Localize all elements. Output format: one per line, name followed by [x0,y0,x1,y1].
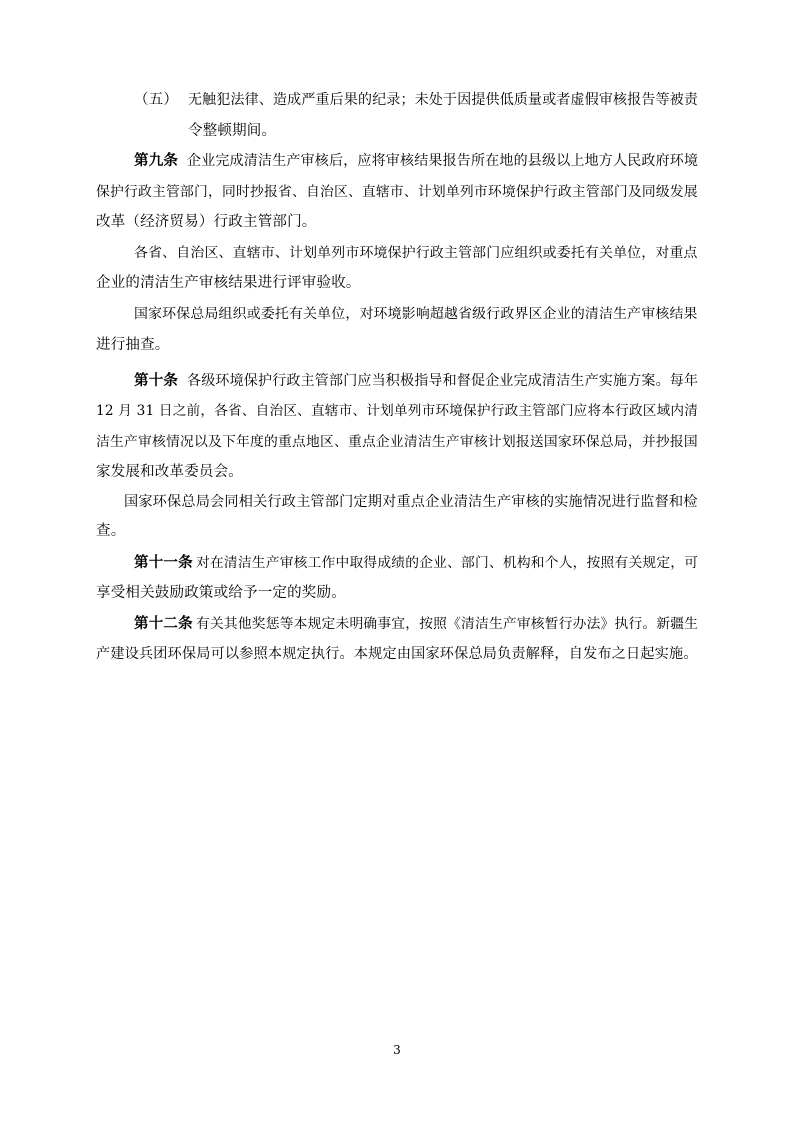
paragraph-line: 国家环保总局组织或委托有关单位，对环境影响超越省级行政界区企业的清洁生产审核结果 [134,306,698,322]
article-heading: 第十一条 [134,555,193,571]
article-text-line: 改革（经济贸易）行政主管部门。 [96,214,317,230]
article-heading: 第九条 [134,153,179,169]
article-text-line: 各级环境保护行政主管部门应当积极指导和督促企业完成清洁生产实施方案。每年 [187,373,699,389]
article-text-line: 企业完成清洁生产审核后，应将审核结果报告所在地的县级以上地方人民政府环境 [187,153,699,169]
article-text-line: 家发展和改革委员会。 [96,464,243,480]
paragraph-line: 国家环保总局会同相关行政主管部门定期对重点企业清洁生产审核的实施情况进行监督和检 [124,494,698,510]
item-text-line: 令整顿期间。 [188,123,277,139]
article-text-line: 享受相关鼓励政策或给予一定的奖励。 [96,585,346,601]
article-text-line: 保护行政主管部门，同时抄报省、自治区、直辖市、计划单列市环境保护行政主管部门及同级发展 [96,184,698,200]
item-marker: （五） [134,92,179,108]
article-text-line: 产建设兵团环保局可以参照本规定执行。本规定由国家环保总局负责解释，自发布之日起实施。 [96,646,698,662]
item-text-line: 无触犯法律、造成严重后果的纪录；未处于因提供低质量或者虚假审核报告等被责 [188,92,699,108]
article-text-line: 12 月 31 日之前，各省、自治区、直辖市、计划单列市环境保护行政主管部门应将本行政区域内清 [96,403,699,419]
paragraph-line: 企业的清洁生产审核结果进行评审验收。 [96,275,361,291]
article-text-line: 洁生产审核情况以及下年度的重点地区、重点企业清洁生产审核计划报送国家环保总局，并抄报国 [96,434,698,450]
article-heading: 第十二条 [134,616,193,632]
article-text-line: 对在清洁生产审核工作中取得成绩的企业、部门、机构和个人，按照有关规定，可 [196,555,699,571]
paragraph-line: 查。 [96,523,126,539]
article-text-line: 有关其他奖惩等本规定未明确事宜，按照《清洁生产审核暂行办法》执行。新疆生 [196,616,699,632]
paragraph-line: 各省、自治区、直辖市、计划单列市环境保护行政主管部门应组织或委托有关单位，对重点 [134,245,698,261]
page-number: 3 [393,1043,401,1057]
paragraph-line: 进行抽查。 [96,337,170,353]
article-heading: 第十条 [134,373,179,389]
